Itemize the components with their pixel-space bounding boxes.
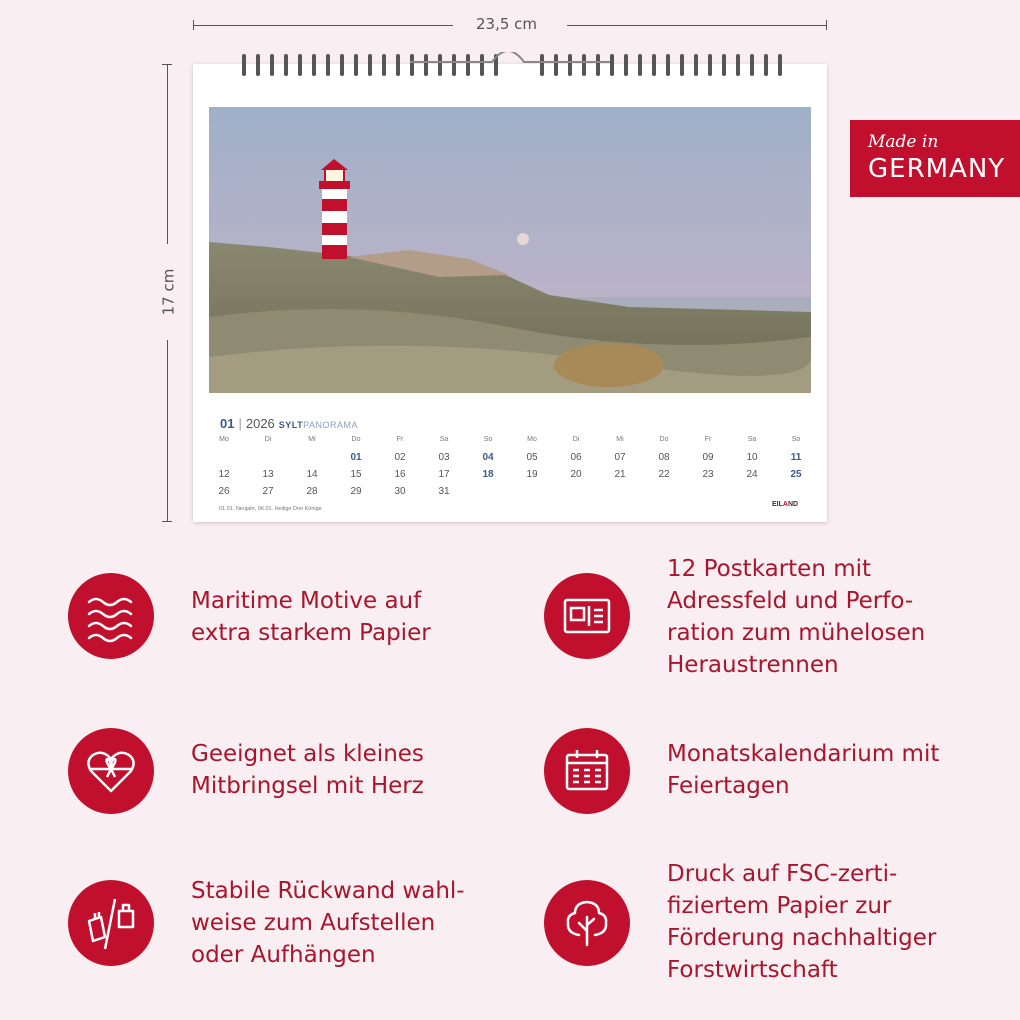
spiral-ring — [410, 54, 414, 76]
calendar-month: 01 — [220, 416, 235, 431]
calendar-icon — [544, 728, 630, 814]
weekday-label: Mi — [308, 436, 316, 443]
spiral-ring — [652, 54, 656, 76]
spiral-ring — [326, 54, 330, 76]
calendar-day: 07 — [614, 452, 626, 463]
height-dimension-tick — [162, 521, 172, 522]
spiral-ring — [764, 54, 768, 76]
calendar-day: 14 — [306, 469, 318, 480]
feature-text-fsc: Druck auf FSC-zerti- fiziertem Papier zur Förderung nachhaltiger Forstwirtschaft — [667, 861, 937, 983]
calendar-day: 15 — [350, 469, 362, 480]
stand-hang-icon — [68, 880, 154, 966]
feature-text-backboard: Stabile Rückwand wahl- weise zum Aufstellen oder Aufhängen — [191, 878, 465, 968]
calendar-day: 04 — [482, 452, 494, 463]
calendar-title-sylt: SYLT — [278, 420, 304, 430]
calendar-day: 19 — [526, 469, 538, 480]
calendar-day: 24 — [746, 469, 758, 480]
heart-gift-icon — [68, 728, 154, 814]
weekday-label: Mo — [219, 436, 229, 443]
made-in-germany-badge — [850, 120, 1020, 197]
calendar-day: 16 — [394, 469, 406, 480]
waves-icon — [68, 573, 154, 659]
weekday-label: Sa — [747, 436, 757, 443]
feature-text-postcards: 12 Postkarten mit Adressfeld und Perfo- ration zum mühelosen Heraustrennen — [667, 556, 926, 678]
spiral-ring — [624, 54, 628, 76]
weekday-label: So — [791, 436, 801, 443]
spiral-ring — [242, 54, 246, 76]
feature-text-gift: Geeignet als kleines Mitbringsel mit Herz — [191, 741, 424, 799]
lighthouse-photo — [209, 107, 811, 393]
spiral-ring — [438, 54, 442, 76]
calendar-day: 30 — [394, 486, 406, 497]
spiral-ring — [270, 54, 274, 76]
spiral-ring — [396, 54, 400, 76]
calendar-day: 11 — [790, 452, 802, 463]
tree-icon — [544, 880, 630, 966]
calendar-day: 06 — [570, 452, 582, 463]
weekday-label: So — [483, 436, 493, 443]
height-dimension-line — [167, 64, 168, 244]
calendar-separator: | — [238, 416, 242, 431]
country-label: GERMANY — [868, 154, 1006, 184]
spiral-ring — [480, 54, 484, 76]
width-dimension-tick — [193, 20, 194, 30]
spiral-ring — [540, 54, 544, 76]
feature-text-calendarium: Monatskalendarium mit Feiertagen — [667, 741, 940, 799]
height-dimension-tick — [162, 64, 172, 65]
spiral-ring — [582, 54, 586, 76]
calendar-day: 02 — [394, 452, 406, 463]
weekday-label: Sa — [439, 436, 449, 443]
calendar-day: 12 — [218, 469, 230, 480]
calendar-day: 17 — [438, 469, 450, 480]
spiral-ring — [298, 54, 302, 76]
calendar-year: 2026 — [245, 416, 275, 431]
width-dimension-tick — [826, 20, 827, 30]
spiral-ring — [452, 54, 456, 76]
spiral-ring — [568, 54, 572, 76]
calendar-day: 27 — [262, 486, 274, 497]
spiral-binding — [230, 52, 810, 82]
weekday-label: Di — [264, 436, 272, 443]
width-dimension-line — [567, 25, 827, 26]
calendar-day: 29 — [350, 486, 362, 497]
spiral-ring — [424, 54, 428, 76]
calendar-day: 05 — [526, 452, 538, 463]
weekday-label: Fr — [704, 436, 712, 443]
weekday-label: Do — [351, 436, 361, 443]
spiral-ring — [666, 54, 670, 76]
width-dimension-label: 23,5 cm — [476, 15, 538, 33]
spiral-ring — [610, 54, 614, 76]
weekday-label: Fr — [396, 436, 404, 443]
calendar-day: 09 — [702, 452, 714, 463]
weekday-label: Di — [572, 436, 580, 443]
calendar-day: 18 — [482, 469, 494, 480]
height-dimension-label: 17 cm — [159, 268, 178, 316]
spiral-ring — [694, 54, 698, 76]
calendar-day: 23 — [702, 469, 714, 480]
postcard-icon — [544, 573, 630, 659]
spiral-ring — [596, 54, 600, 76]
holiday-note: 01.01. Neujahr, 06.01. Heilige Drei Könige — [219, 506, 322, 512]
calendar-day: 08 — [658, 452, 670, 463]
spiral-ring — [340, 54, 344, 76]
spiral-ring — [736, 54, 740, 76]
height-dimension-line — [167, 340, 168, 522]
calendar-day: 10 — [746, 452, 758, 463]
spiral-ring — [382, 54, 386, 76]
feature-text-maritime: Maritime Motive auf extra starkem Papier — [191, 588, 431, 646]
spiral-ring — [312, 54, 316, 76]
spiral-ring — [708, 54, 712, 76]
calendar-header — [220, 416, 358, 431]
weekday-label: Mi — [616, 436, 624, 443]
calendar-mockup — [193, 64, 827, 522]
spiral-ring — [368, 54, 372, 76]
spiral-ring — [466, 54, 470, 76]
spiral-ring — [750, 54, 754, 76]
weekday-label: Mo — [527, 436, 537, 443]
width-dimension-line — [193, 25, 453, 26]
spiral-ring — [256, 54, 260, 76]
calendar-day: 28 — [306, 486, 318, 497]
calendar-day: 22 — [658, 469, 670, 480]
spiral-ring — [284, 54, 288, 76]
calendar-day: 03 — [438, 452, 450, 463]
calendar-day: 01 — [350, 452, 362, 463]
calendar-day: 31 — [438, 486, 450, 497]
calendar-day: 21 — [614, 469, 626, 480]
spiral-ring — [722, 54, 726, 76]
spiral-ring — [354, 54, 358, 76]
calendar-day: 25 — [790, 469, 802, 480]
calendar-day: 20 — [570, 469, 582, 480]
made-in-label: Made in — [868, 132, 939, 152]
spiral-ring — [554, 54, 558, 76]
weekday-label: Do — [659, 436, 669, 443]
calendar-day: 26 — [218, 486, 230, 497]
brand-logo: EILAND — [772, 501, 799, 508]
calendar-title-panorama: PANORAMA — [303, 420, 358, 430]
spiral-ring — [638, 54, 642, 76]
spiral-ring — [778, 54, 782, 76]
calendar-day: 13 — [262, 469, 274, 480]
spiral-ring — [680, 54, 684, 76]
